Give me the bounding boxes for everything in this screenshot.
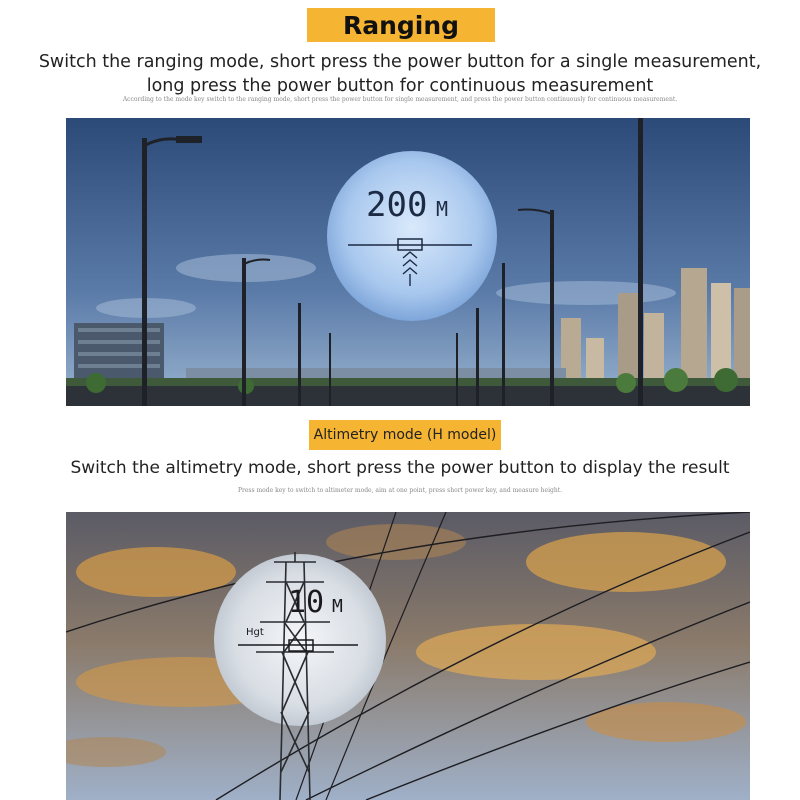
ranging-display-value: 200 xyxy=(366,185,428,225)
altimetry-description-line: Switch the altimetry mode, short press the power button to display the result xyxy=(70,458,730,478)
ranging-fineprint: According to the mode key switch to the ranging mode, short press the power button for single measurement, and press the power button continuously for continuous measurement. xyxy=(122,96,678,103)
altimetry-display-value: 10 xyxy=(288,585,325,620)
ranging-description-line-1: Switch the ranging mode, short press the power button for a single measurement, xyxy=(38,52,762,72)
altimetry-fineprint: Press mode key to switch to altimeter mode, aim at one point, press short power key, and measure height. xyxy=(237,487,563,494)
altimetry-title-badge: Altimetry mode (H model) xyxy=(309,420,501,450)
altimetry-sunset-photo xyxy=(66,512,750,800)
ranging-display-unit: M xyxy=(436,197,449,221)
ranging-description-line-2: long press the power button for continuous measurement xyxy=(146,76,654,96)
ranging-street-photo xyxy=(66,118,750,406)
ranging-title-badge: Ranging xyxy=(307,8,495,42)
altimetry-display-label: Hgt xyxy=(246,627,264,638)
altimetry-display-unit: M xyxy=(332,596,343,617)
